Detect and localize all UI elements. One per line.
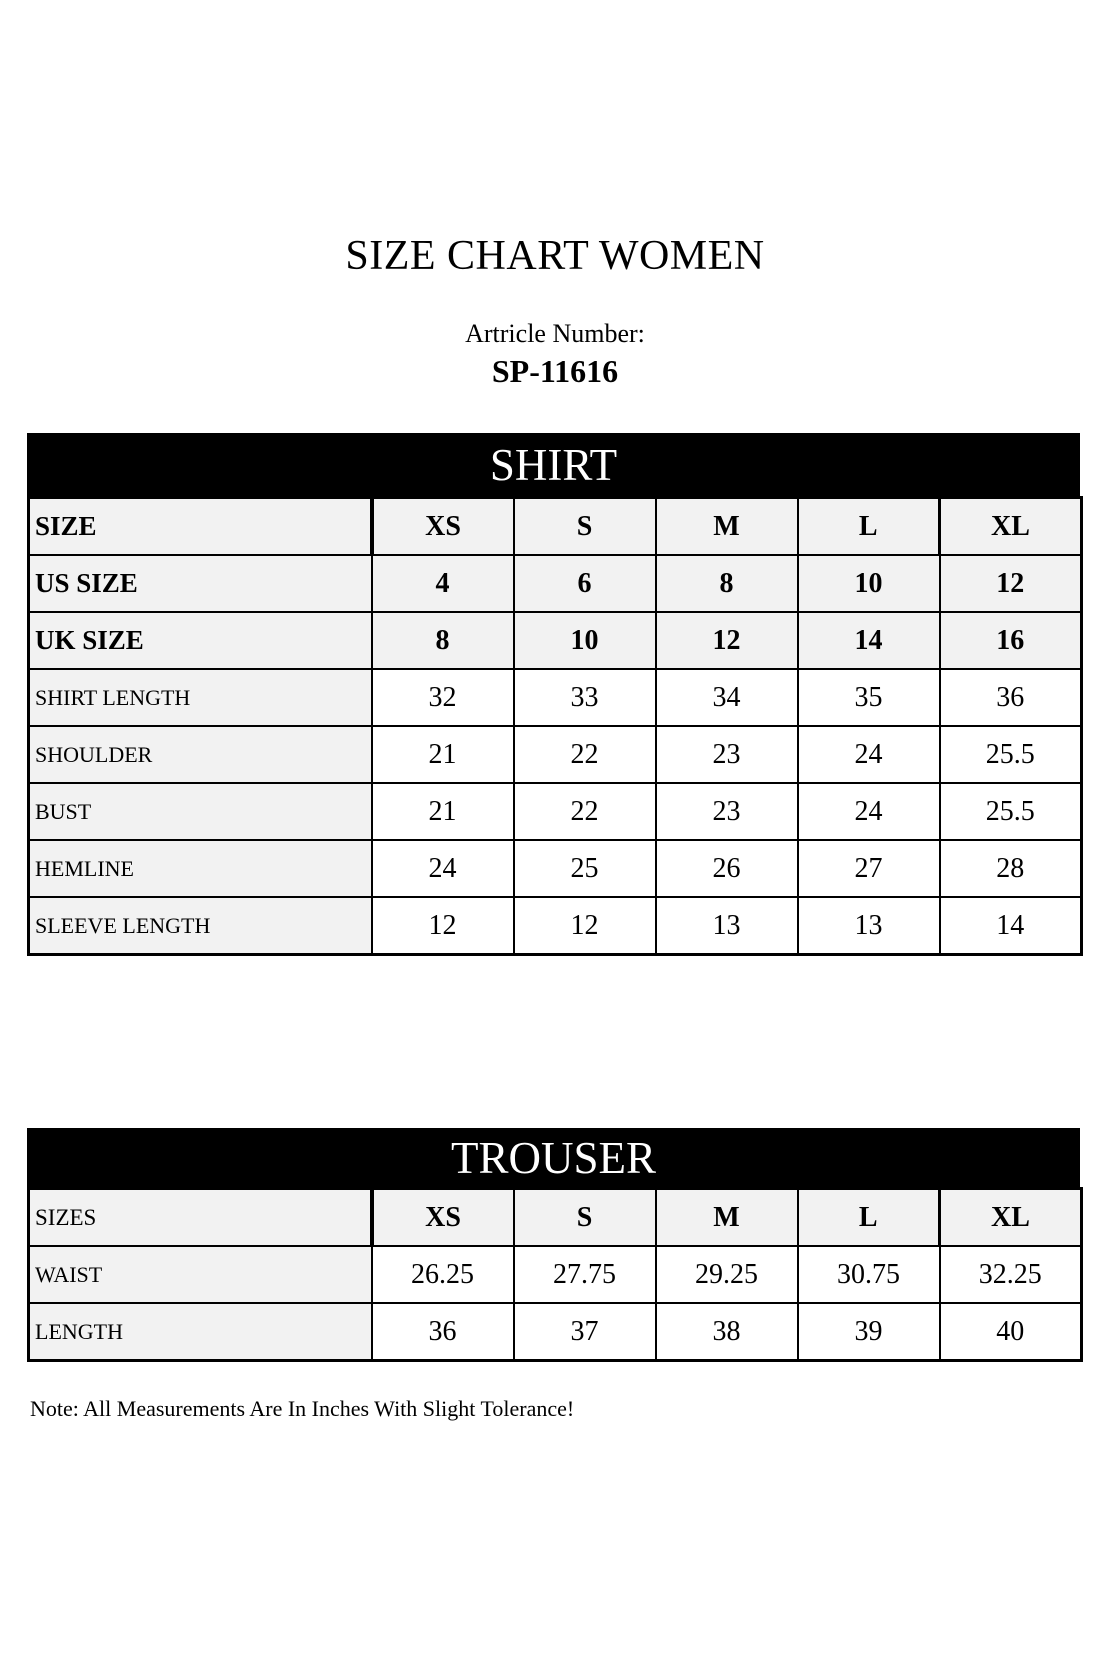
- cell-value: 40: [940, 1303, 1082, 1361]
- cell-value: 10: [514, 612, 656, 669]
- cell-value: 10: [798, 555, 940, 612]
- shirt-section-title: SHIRT: [27, 433, 1080, 496]
- cell-value: 12: [940, 555, 1082, 612]
- table-row: [29, 783, 1082, 840]
- cell-value: XS: [372, 498, 514, 556]
- cell-value: 36: [372, 1303, 514, 1361]
- cell-value: XL: [940, 498, 1082, 556]
- row-label: HEMLINE: [29, 840, 372, 897]
- cell-value: 12: [514, 897, 656, 955]
- cell-value: L: [798, 1189, 940, 1247]
- cell-value: 4: [372, 555, 514, 612]
- cell-value: 8: [656, 555, 798, 612]
- cell-value: L: [798, 498, 940, 556]
- table-row: [29, 612, 1082, 669]
- cell-value: 8: [372, 612, 514, 669]
- trouser-section-title: TROUSER: [27, 1128, 1080, 1187]
- table-row: [29, 1246, 1082, 1303]
- cell-value: 33: [514, 669, 656, 726]
- cell-value: 26: [656, 840, 798, 897]
- article-number: SP-11616: [491, 353, 619, 390]
- cell-value: 13: [656, 897, 798, 955]
- row-label: SLEEVE LENGTH: [29, 897, 372, 955]
- note-text: Note: All Measurements Are In Inches With Slight Tolerance!: [30, 1396, 575, 1422]
- cell-value: 23: [656, 726, 798, 783]
- cell-value: S: [514, 498, 656, 556]
- row-label: US SIZE: [29, 555, 372, 612]
- cell-value: XS: [372, 1189, 514, 1247]
- cell-value: 22: [514, 783, 656, 840]
- cell-value: 13: [798, 897, 940, 955]
- table-row: [29, 669, 1082, 726]
- shirt-section: [27, 433, 1080, 956]
- cell-value: 39: [798, 1303, 940, 1361]
- cell-value: 22: [514, 726, 656, 783]
- shirt-table: [27, 496, 1083, 956]
- cell-value: 23: [656, 783, 798, 840]
- cell-value: M: [656, 1189, 798, 1247]
- cell-value: 32.25: [940, 1246, 1082, 1303]
- table-row: [29, 555, 1082, 612]
- table-row: [29, 840, 1082, 897]
- cell-value: 14: [940, 897, 1082, 955]
- cell-value: 24: [798, 726, 940, 783]
- cell-value: 21: [372, 783, 514, 840]
- row-label: SIZE: [29, 498, 372, 556]
- cell-value: 24: [372, 840, 514, 897]
- cell-value: 29.25: [656, 1246, 798, 1303]
- cell-value: 35: [798, 669, 940, 726]
- row-label: BUST: [29, 783, 372, 840]
- row-label: SHIRT LENGTH: [29, 669, 372, 726]
- table-row: [29, 1189, 1082, 1247]
- page-title: SIZE CHART WOMEN: [345, 233, 765, 279]
- cell-value: 25.5: [940, 726, 1082, 783]
- row-label: SHOULDER: [29, 726, 372, 783]
- cell-value: 14: [798, 612, 940, 669]
- cell-value: 32: [372, 669, 514, 726]
- cell-value: 21: [372, 726, 514, 783]
- trouser-section: [27, 1128, 1080, 1362]
- cell-value: 27.75: [514, 1246, 656, 1303]
- cell-value: 28: [940, 840, 1082, 897]
- row-label: UK SIZE: [29, 612, 372, 669]
- cell-value: M: [656, 498, 798, 556]
- cell-value: 36: [940, 669, 1082, 726]
- cell-value: 24: [798, 783, 940, 840]
- table-row: [29, 1303, 1082, 1361]
- cell-value: 16: [940, 612, 1082, 669]
- table-row: [29, 897, 1082, 955]
- row-label: LENGTH: [29, 1303, 372, 1361]
- cell-value: 12: [372, 897, 514, 955]
- row-label: WAIST: [29, 1246, 372, 1303]
- cell-value: 12: [656, 612, 798, 669]
- table-row: [29, 498, 1082, 556]
- cell-value: 34: [656, 669, 798, 726]
- cell-value: 25.5: [940, 783, 1082, 840]
- cell-value: S: [514, 1189, 656, 1247]
- article-number-label: Artricle Number:: [465, 319, 645, 349]
- cell-value: 27: [798, 840, 940, 897]
- row-label: SIZES: [29, 1189, 372, 1247]
- cell-value: 25: [514, 840, 656, 897]
- cell-value: 26.25: [372, 1246, 514, 1303]
- cell-value: 38: [656, 1303, 798, 1361]
- cell-value: 30.75: [798, 1246, 940, 1303]
- trouser-table: [27, 1187, 1083, 1362]
- cell-value: XL: [940, 1189, 1082, 1247]
- table-row: [29, 726, 1082, 783]
- cell-value: 6: [514, 555, 656, 612]
- cell-value: 37: [514, 1303, 656, 1361]
